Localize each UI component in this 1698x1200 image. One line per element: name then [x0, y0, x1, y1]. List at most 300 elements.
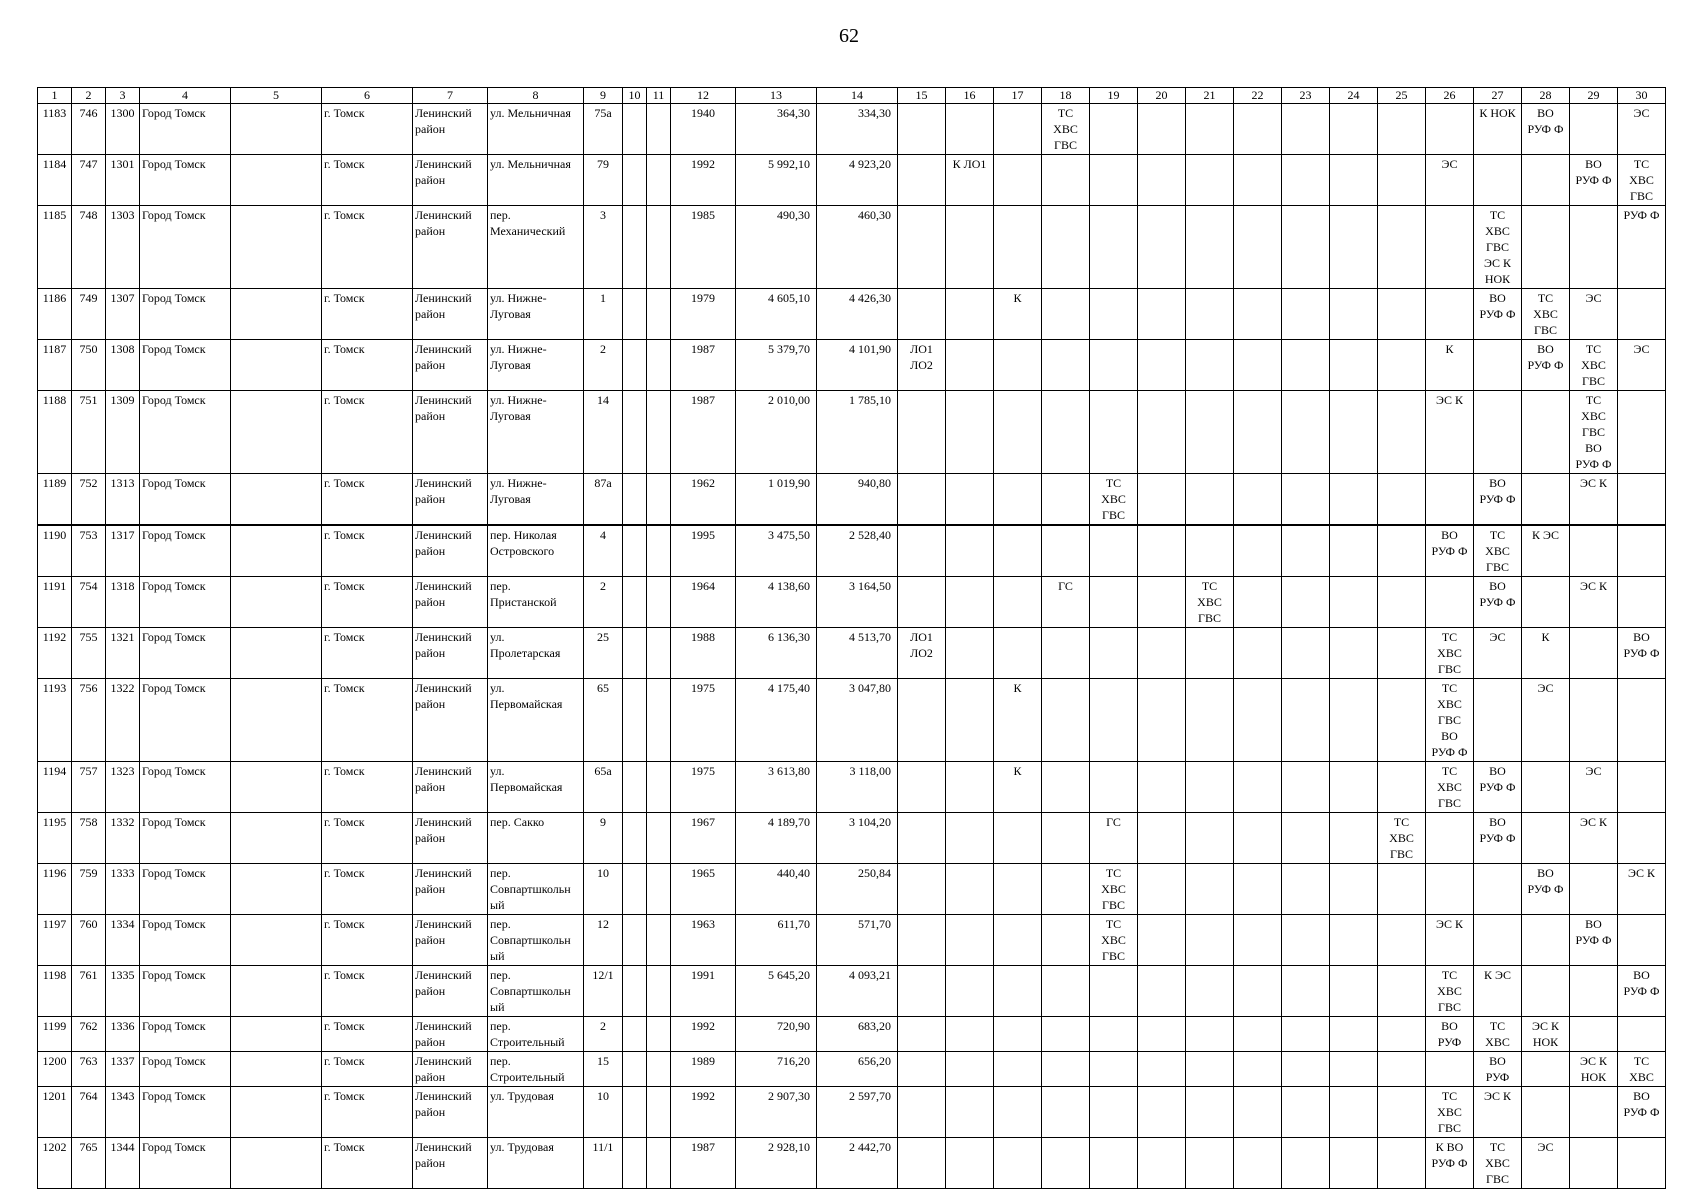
table-cell: ЭС К [1570, 577, 1618, 628]
table-cell [1474, 864, 1522, 915]
table-cell [1234, 628, 1282, 679]
table-cell: 1344 [106, 1138, 140, 1189]
table-cell [994, 628, 1042, 679]
table-cell: Город Томск [140, 864, 231, 915]
table-cell [994, 915, 1042, 966]
table-cell [1378, 104, 1426, 155]
table-cell [1378, 762, 1426, 813]
table-cell: ТС ХВС ГВС [1474, 1138, 1522, 1189]
table-cell [1378, 1087, 1426, 1138]
column-header: 14 [817, 88, 898, 104]
table-cell: пер. Совпартшкольн ый [488, 966, 584, 1017]
table-cell: 1987 [671, 340, 736, 391]
table-cell: 1989 [671, 1052, 736, 1087]
table-cell [231, 864, 322, 915]
table-cell: 440,40 [736, 864, 817, 915]
table-cell [1330, 679, 1378, 762]
table-cell: 250,84 [817, 864, 898, 915]
table-cell [1522, 762, 1570, 813]
table-cell [898, 289, 946, 340]
table-row [38, 762, 1666, 813]
table-cell [1426, 104, 1474, 155]
table-cell [1186, 1052, 1234, 1087]
table-cell [231, 628, 322, 679]
table-cell [1282, 1087, 1330, 1138]
table-cell: 1987 [671, 391, 736, 474]
table-cell: 1992 [671, 155, 736, 206]
table-cell: ТС ХВС [1618, 1052, 1666, 1087]
column-header: 11 [647, 88, 671, 104]
table-cell [1282, 864, 1330, 915]
table-cell: ул. Нижне- Луговая [488, 474, 584, 526]
table-cell: 1187 [38, 340, 72, 391]
table-cell [1138, 813, 1186, 864]
table-cell [1378, 966, 1426, 1017]
table-cell [1138, 679, 1186, 762]
table-cell [1234, 391, 1282, 474]
table-cell [898, 966, 946, 1017]
table-cell [1570, 104, 1618, 155]
table-cell: ТС ХВС ГВС [1426, 966, 1474, 1017]
table-cell: 762 [72, 1017, 106, 1052]
table-cell [1426, 289, 1474, 340]
table-cell [1090, 577, 1138, 628]
table-cell [1186, 206, 1234, 289]
table-cell: 1202 [38, 1138, 72, 1189]
table-cell: г. Томск [322, 577, 413, 628]
table-cell: 763 [72, 1052, 106, 1087]
table-cell: 1191 [38, 577, 72, 628]
table-cell: 1967 [671, 813, 736, 864]
table-cell [647, 679, 671, 762]
table-cell: 1199 [38, 1017, 72, 1052]
table-cell [1234, 474, 1282, 526]
table-cell: пер. Строительный [488, 1052, 584, 1087]
table-row [38, 679, 1666, 762]
table-cell: ВО РУФ Ф [1522, 340, 1570, 391]
table-cell: 1962 [671, 474, 736, 526]
table-cell: 9 [584, 813, 623, 864]
table-cell: К [994, 679, 1042, 762]
table-cell [1090, 966, 1138, 1017]
table-cell [898, 474, 946, 526]
table-cell: 746 [72, 104, 106, 155]
table-cell: К [1522, 628, 1570, 679]
column-header: 21 [1186, 88, 1234, 104]
table-cell [1042, 762, 1090, 813]
table-cell [1282, 206, 1330, 289]
table-cell: ул. Пролетарская [488, 628, 584, 679]
table-cell [898, 864, 946, 915]
table-cell [1378, 474, 1426, 526]
column-header: 10 [623, 88, 647, 104]
table-cell [647, 966, 671, 1017]
table-row [38, 340, 1666, 391]
table-cell [1522, 915, 1570, 966]
table-cell: пер. Совпартшкольн ый [488, 915, 584, 966]
table-cell [1330, 1052, 1378, 1087]
table-cell [1186, 813, 1234, 864]
table-cell [1090, 679, 1138, 762]
table-cell [1378, 1017, 1426, 1052]
table-cell: 1 785,10 [817, 391, 898, 474]
table-cell [1234, 864, 1282, 915]
table-cell: 11/1 [584, 1138, 623, 1189]
table-cell [1330, 340, 1378, 391]
table-cell: 4 189,70 [736, 813, 817, 864]
table-cell [1570, 966, 1618, 1017]
table-cell [994, 1138, 1042, 1189]
table-cell: 1190 [38, 525, 72, 577]
table-cell [1330, 762, 1378, 813]
table-cell [1570, 1138, 1618, 1189]
table-cell: 4 513,70 [817, 628, 898, 679]
table-cell [1090, 155, 1138, 206]
table-cell: ТС ХВС ГВС [1570, 340, 1618, 391]
table-cell [946, 391, 994, 474]
table-cell: 1300 [106, 104, 140, 155]
table-cell: ЭС К [1474, 1087, 1522, 1138]
table-cell: 3 164,50 [817, 577, 898, 628]
column-header: 30 [1618, 88, 1666, 104]
table-cell: 1337 [106, 1052, 140, 1087]
table-cell [1618, 1017, 1666, 1052]
table-cell [1090, 628, 1138, 679]
table-cell [1186, 340, 1234, 391]
table-cell: 656,20 [817, 1052, 898, 1087]
table-cell [994, 525, 1042, 577]
table-cell [1330, 864, 1378, 915]
table-cell: 6 136,30 [736, 628, 817, 679]
table-cell [994, 577, 1042, 628]
table-cell [994, 206, 1042, 289]
table-cell [1570, 1017, 1618, 1052]
table-cell: 2 010,00 [736, 391, 817, 474]
table-cell: ЭС [1522, 679, 1570, 762]
table-cell: ВО РУФ [1474, 1052, 1522, 1087]
table-cell: Ленинский район [413, 525, 488, 577]
table-cell [1330, 474, 1378, 526]
table-cell: 1185 [38, 206, 72, 289]
table-cell [946, 1017, 994, 1052]
table-cell: 1193 [38, 679, 72, 762]
table-cell [1618, 813, 1666, 864]
table-cell: 75а [584, 104, 623, 155]
table-cell [1042, 525, 1090, 577]
column-header: 16 [946, 88, 994, 104]
table-cell: 10 [584, 864, 623, 915]
table-cell [1618, 1138, 1666, 1189]
column-header: 6 [322, 88, 413, 104]
table-cell [1282, 474, 1330, 526]
table-cell [231, 577, 322, 628]
table-cell [994, 1052, 1042, 1087]
table-cell: Город Томск [140, 525, 231, 577]
table-cell: 12 [584, 915, 623, 966]
table-cell [1474, 340, 1522, 391]
table-cell: г. Томск [322, 289, 413, 340]
table-cell [946, 679, 994, 762]
table-cell: 1995 [671, 525, 736, 577]
table-cell [1186, 104, 1234, 155]
table-cell: 1336 [106, 1017, 140, 1052]
table-cell [1090, 762, 1138, 813]
table-cell [1138, 525, 1186, 577]
table-cell: Город Томск [140, 155, 231, 206]
table-row [38, 155, 1666, 206]
table-cell: 765 [72, 1138, 106, 1189]
table-cell [1522, 474, 1570, 526]
table-cell [1330, 206, 1378, 289]
table-cell: ТС ХВС ГВС ВО РУФ Ф [1570, 391, 1618, 474]
table-cell [994, 340, 1042, 391]
table-cell: г. Томск [322, 474, 413, 526]
table-cell: Город Томск [140, 577, 231, 628]
table-cell: 1323 [106, 762, 140, 813]
table-cell [623, 813, 647, 864]
table-cell [1570, 206, 1618, 289]
table-cell: г. Томск [322, 813, 413, 864]
table-cell [1282, 525, 1330, 577]
table-cell: ЭС К [1618, 864, 1666, 915]
table-cell: Город Томск [140, 628, 231, 679]
table-cell [898, 577, 946, 628]
table-cell: ул. Нижне- Луговая [488, 289, 584, 340]
table-cell: 1343 [106, 1087, 140, 1138]
table-cell [946, 1138, 994, 1189]
table-cell [946, 104, 994, 155]
table-cell: 2 [584, 340, 623, 391]
table-cell [1330, 104, 1378, 155]
table-cell: 65а [584, 762, 623, 813]
column-header: 4 [140, 88, 231, 104]
table-cell: 25 [584, 628, 623, 679]
table-cell [647, 864, 671, 915]
table-cell [1090, 104, 1138, 155]
table-cell: 14 [584, 391, 623, 474]
table-cell: ВО РУФ Ф [1570, 915, 1618, 966]
table-cell [1378, 1138, 1426, 1189]
table-cell [946, 1052, 994, 1087]
table-cell [1378, 289, 1426, 340]
table-cell [623, 679, 647, 762]
table-cell: г. Томск [322, 155, 413, 206]
table-cell: 2 928,10 [736, 1138, 817, 1189]
table-row [38, 1087, 1666, 1138]
table-cell: 940,80 [817, 474, 898, 526]
table-cell [1186, 1017, 1234, 1052]
table-cell [623, 915, 647, 966]
column-header: 25 [1378, 88, 1426, 104]
column-header: 2 [72, 88, 106, 104]
table-cell [231, 155, 322, 206]
table-cell [1522, 577, 1570, 628]
table-row [38, 289, 1666, 340]
table-cell: ул. Нижне- Луговая [488, 340, 584, 391]
table-cell [1138, 206, 1186, 289]
table-cell: пер. Строительный [488, 1017, 584, 1052]
table-cell [647, 340, 671, 391]
table-cell: г. Томск [322, 1052, 413, 1087]
table-cell [1282, 289, 1330, 340]
table-cell [231, 391, 322, 474]
table-cell [1234, 1138, 1282, 1189]
table-cell [231, 525, 322, 577]
table-cell [994, 1017, 1042, 1052]
table-cell [1042, 391, 1090, 474]
table-cell [1570, 864, 1618, 915]
table-cell: ЭС К [1426, 915, 1474, 966]
table-cell [1282, 966, 1330, 1017]
table-cell [1234, 289, 1282, 340]
table-cell: Город Томск [140, 1138, 231, 1189]
table-cell [1138, 628, 1186, 679]
table-cell [1234, 577, 1282, 628]
table-cell [898, 813, 946, 864]
table-cell [647, 1138, 671, 1189]
column-header: 15 [898, 88, 946, 104]
table-cell: 1988 [671, 628, 736, 679]
table-cell [898, 1087, 946, 1138]
table-cell [1618, 391, 1666, 474]
table-cell [1570, 525, 1618, 577]
table-cell [1138, 104, 1186, 155]
table-cell: ВО РУФ Ф [1474, 474, 1522, 526]
table-cell: ГС [1042, 577, 1090, 628]
table-cell: 1301 [106, 155, 140, 206]
table-cell: ТС ХВС ГВС [1474, 525, 1522, 577]
table-cell [623, 474, 647, 526]
column-header: 20 [1138, 88, 1186, 104]
table-cell: г. Томск [322, 1138, 413, 1189]
table-cell: ВО РУФ Ф [1474, 813, 1522, 864]
column-header: 8 [488, 88, 584, 104]
table-cell: ВО РУФ Ф [1426, 525, 1474, 577]
table-cell [1186, 1138, 1234, 1189]
table-cell: 1186 [38, 289, 72, 340]
table-cell [1426, 1052, 1474, 1087]
table-cell: К [994, 762, 1042, 813]
table-cell [1138, 762, 1186, 813]
table-row [38, 1138, 1666, 1189]
table-cell: ТС ХВС ГВС [1618, 155, 1666, 206]
table-cell [1426, 577, 1474, 628]
table-cell: 79 [584, 155, 623, 206]
table-cell [1522, 155, 1570, 206]
table-cell [946, 289, 994, 340]
table-cell [623, 966, 647, 1017]
table-cell: Ленинский район [413, 104, 488, 155]
table-cell: 1992 [671, 1017, 736, 1052]
table-cell [1234, 915, 1282, 966]
page-number: 62 [839, 25, 859, 47]
table-cell: г. Томск [322, 1017, 413, 1052]
table-cell [1138, 289, 1186, 340]
table-header [38, 88, 1666, 104]
table-cell [1186, 679, 1234, 762]
table-cell: Город Томск [140, 813, 231, 864]
table-cell: Ленинский район [413, 864, 488, 915]
table-cell: Город Томск [140, 104, 231, 155]
table-cell [1282, 1017, 1330, 1052]
table-cell: 1321 [106, 628, 140, 679]
table-cell: 761 [72, 966, 106, 1017]
table-cell [1090, 391, 1138, 474]
table-cell: 1184 [38, 155, 72, 206]
table-cell [623, 206, 647, 289]
table-cell: К ЭС [1522, 525, 1570, 577]
table-cell: ЭС [1618, 340, 1666, 391]
table-cell [623, 391, 647, 474]
table-cell: Ленинский район [413, 155, 488, 206]
table-cell: 753 [72, 525, 106, 577]
table-cell [1090, 525, 1138, 577]
table-cell: Город Томск [140, 206, 231, 289]
table-cell: ЛО1 ЛО2 [898, 340, 946, 391]
table-cell: 1979 [671, 289, 736, 340]
table-cell [1378, 340, 1426, 391]
table-cell [1330, 1017, 1378, 1052]
table-cell [946, 1087, 994, 1138]
table-cell [231, 813, 322, 864]
table-cell: 1334 [106, 915, 140, 966]
table-cell [1330, 1087, 1378, 1138]
table-cell: 15 [584, 1052, 623, 1087]
table-cell: Город Томск [140, 915, 231, 966]
table-cell: пер. Механический [488, 206, 584, 289]
table-cell: Город Томск [140, 289, 231, 340]
table-cell: Ленинский район [413, 474, 488, 526]
table-cell [647, 1017, 671, 1052]
table-cell [623, 864, 647, 915]
column-header: 5 [231, 88, 322, 104]
table-cell: 758 [72, 813, 106, 864]
table-cell: 2 597,70 [817, 1087, 898, 1138]
table-cell: Ленинский район [413, 679, 488, 762]
table-cell [898, 1138, 946, 1189]
table-cell [946, 340, 994, 391]
table-cell [898, 915, 946, 966]
table-cell [1138, 1087, 1186, 1138]
table-cell: Ленинский район [413, 1138, 488, 1189]
table-cell [1042, 679, 1090, 762]
table-cell [623, 1017, 647, 1052]
table-cell: 3 118,00 [817, 762, 898, 813]
table-cell [1186, 762, 1234, 813]
table-cell: г. Томск [322, 762, 413, 813]
table-cell [898, 206, 946, 289]
table-cell: Ленинский район [413, 1052, 488, 1087]
table-cell [1474, 155, 1522, 206]
table-cell [1234, 155, 1282, 206]
column-number-row [38, 88, 1666, 104]
table-cell: ул. Трудовая [488, 1087, 584, 1138]
table-cell [1618, 577, 1666, 628]
table-cell [1138, 340, 1186, 391]
table-cell: ВО РУФ Ф [1522, 104, 1570, 155]
table-cell: 1 019,90 [736, 474, 817, 526]
table-cell: ТС ХВС ГВС ВО РУФ Ф [1426, 679, 1474, 762]
table-row [38, 628, 1666, 679]
table-cell: ТС ХВС ГВС [1090, 915, 1138, 966]
table-cell: Ленинский район [413, 577, 488, 628]
table-cell: 1940 [671, 104, 736, 155]
table-row [38, 104, 1666, 155]
table-cell: 3 047,80 [817, 679, 898, 762]
table-cell: 1 [584, 289, 623, 340]
table-cell: ЭС [1522, 1138, 1570, 1189]
table-cell [231, 289, 322, 340]
